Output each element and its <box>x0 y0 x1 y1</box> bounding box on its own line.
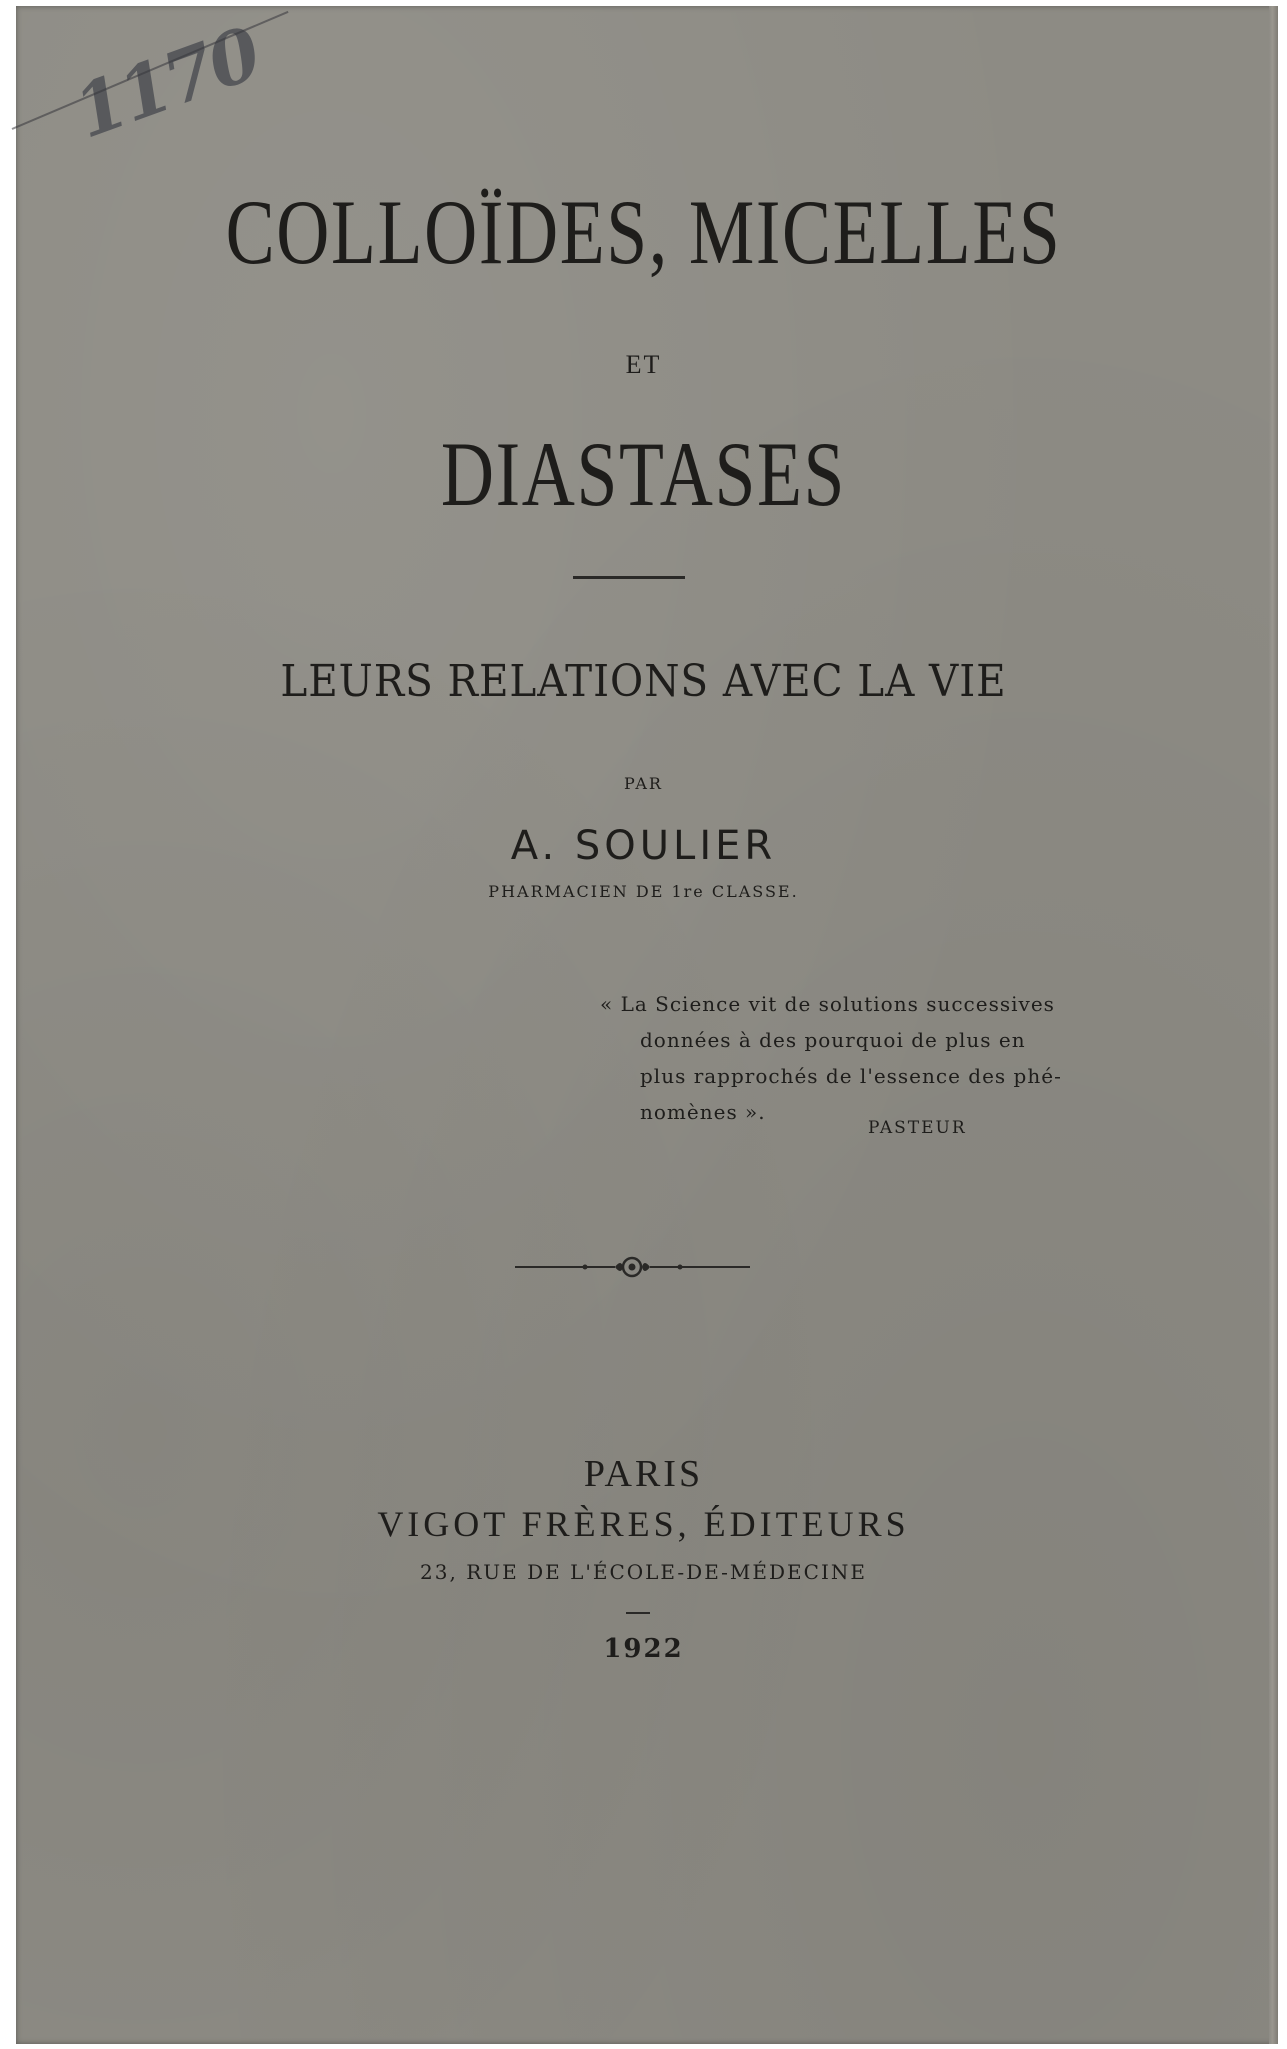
title-conjunction: ET <box>625 350 662 379</box>
epigraph-line: plus rapprochés de l'essence des phé- <box>640 1064 1062 1088</box>
ornament-divider-icon <box>515 1252 750 1282</box>
epigraph-line: données à des pourquoi de plus en <box>640 1028 1026 1052</box>
by-label: PAR <box>624 774 663 793</box>
epigraph <box>600 986 1090 1130</box>
imprint-year: 1922 <box>603 1634 684 1664</box>
title-line-1: COLLOÏDES, MICELLES <box>225 181 1062 283</box>
handwritten-note: 1170 <box>63 10 270 155</box>
author-credential: PHARMACIEN DE 1re CLASSE. <box>488 882 799 901</box>
title-divider <box>573 576 685 579</box>
imprint-address: 23, RUE DE L'ÉCOLE-DE-MÉDECINE <box>420 1560 867 1584</box>
epigraph-attribution: PASTEUR <box>868 1118 967 1138</box>
epigraph-line: nomènes ». <box>640 1100 766 1124</box>
subtitle: LEURS RELATIONS AVEC LA VIE <box>280 656 1007 707</box>
epigraph-line: « La Science vit de solutions successives <box>600 992 1055 1016</box>
title-line-2: DIASTASES <box>440 423 847 525</box>
author-name: A. SOULIER <box>510 823 777 869</box>
imprint-publisher: VIGOT FRÈRES, ÉDITEURS <box>377 1504 910 1544</box>
imprint-divider <box>626 1612 650 1614</box>
imprint-city: PARIS <box>583 1453 704 1495</box>
page-edge <box>1269 6 1278 2044</box>
